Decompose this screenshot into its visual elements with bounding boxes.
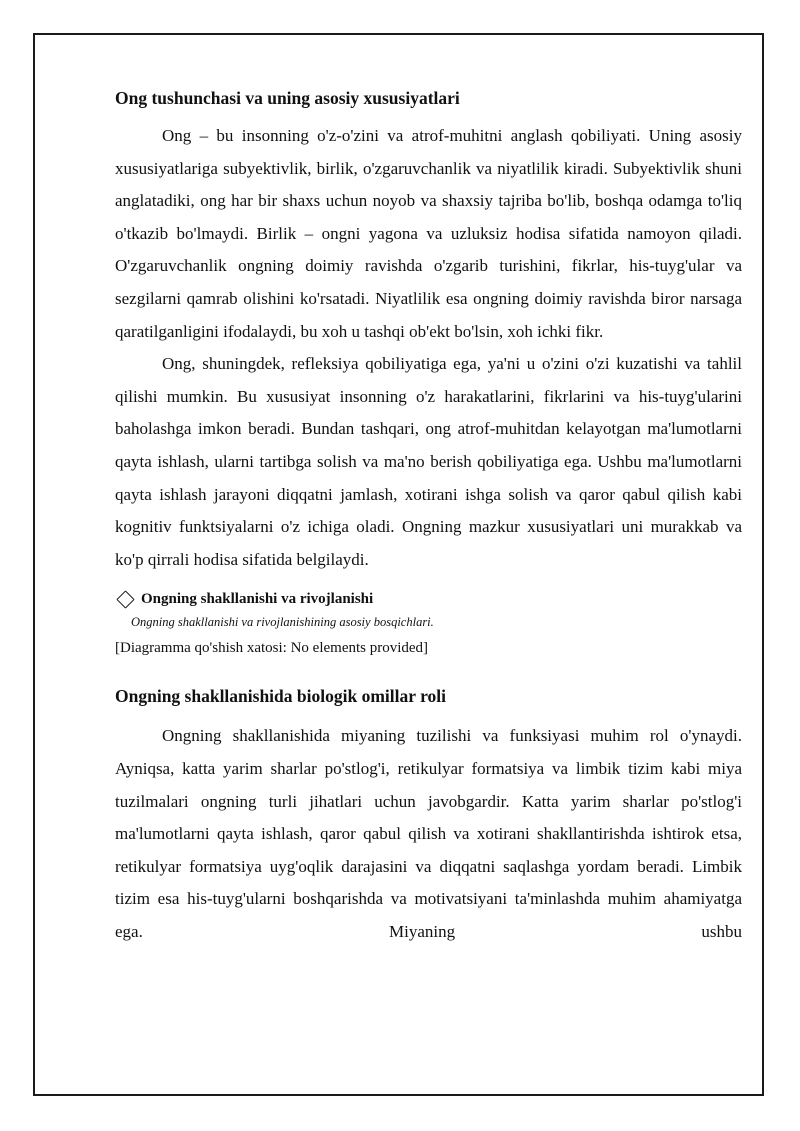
paragraph: Ongning shakllanishida miyaning tuzilishi va funksiyasi muhim rol o'ynaydi. Ayniqsa, katta yarim sharlar po'stlog'i, retikulyar formatsiya va limbik tizim kabi miya tuzilmalari ongning turli jihatlari uchun javobgardir. Katta yarim sharlar po'stlog'i ma'lumotlarni qayta ishlash, qaror qabul qilish va xotirani shakllantirishda ishtirok etsa, retikulyar formatsiya uyg'oqlik darajasini va diqqatni saqlashga yordam beradi. Limbik tizim esa his-tuyg'ularni boshqarishda va motivatsiyani ta'minlashda muhim ahamiyatga ega. Miyaning ushbu: [115, 726, 742, 941]
diamond-icon: [116, 590, 134, 608]
section-heading: Ong tushunchasi va uning asosiy xususiyatlari: [115, 88, 460, 108]
paragraph: Ong, shuningdek, refleksiya qobiliyatiga ega, ya'ni u o'zini o'zi kuzatishi va tahlil qilishi mumkin. Bu xususiyat insonning o'z harakatlarini, fikrlarini va his-tuyg'ularini baholashga imkon beradi. Bundan tashqari, ong atrof-muhitdan kelayotgan ma'lumotlarni qayta ishlash, ularni tartibga solish va ma'no berish qobiliyatiga ega. Ushbu ma'lumotlarni qayta ishlash jarayoni diqqatni jamlash, xotirani ishga solish va qaror qabul qilish kabi kognitiv funktsiyalarni o'z ichiga oladi. Ongning mazkur xususiyatlari uni murakkab va ko'p qirrali hodisa sifatida belgilaydi.: [115, 354, 742, 569]
diagram-error-message: [Diagramma qo'shish xatosi: No elements provided]: [115, 640, 429, 657]
diagram-caption: Ongning shakllanishi va rivojlanishining asosiy bosqichlari.: [131, 615, 434, 630]
section-heading: Ongning shakllanishida biologik omillar roli: [115, 686, 446, 707]
paragraph: Ong – bu insonning o'z-o'zini va atrof-muhitni anglash qobiliyati. Uning asosiy xususiyatlariga subyektivlik, birlik, o'zgaruvchanlik va niyatlilik kiradi. Subyektivlik shuni anglatadiki, ong har bir shaxs uchun noyob va shaxsiy tajriba bo'lib, boshqa odamga to'liq o'tkazib bo'lmaydi. Birlik – ongni yagona va uzluksiz hodisa sifatida namoyon qiladi. O'zgaruvchanlik ongning doimiy ravishda o'zgarib turishini, fikrlar, his-tuyg'ular va sezgilarni qamrab olishini ko'rsatadi. Niyatlilik esa ongning doimiy ravishda biror narsaga qaratilganligini ifodalaydi, bu xoh u tashqi ob'ekt bo'lsin, xoh ichki fikr.: [115, 126, 742, 341]
diagram-placeholder: [115, 588, 742, 658]
diagram-title-text: Ongning shakllanishi va rivojlanishi: [141, 591, 374, 608]
diagram-title: [115, 588, 742, 610]
document-body: [115, 86, 742, 948]
